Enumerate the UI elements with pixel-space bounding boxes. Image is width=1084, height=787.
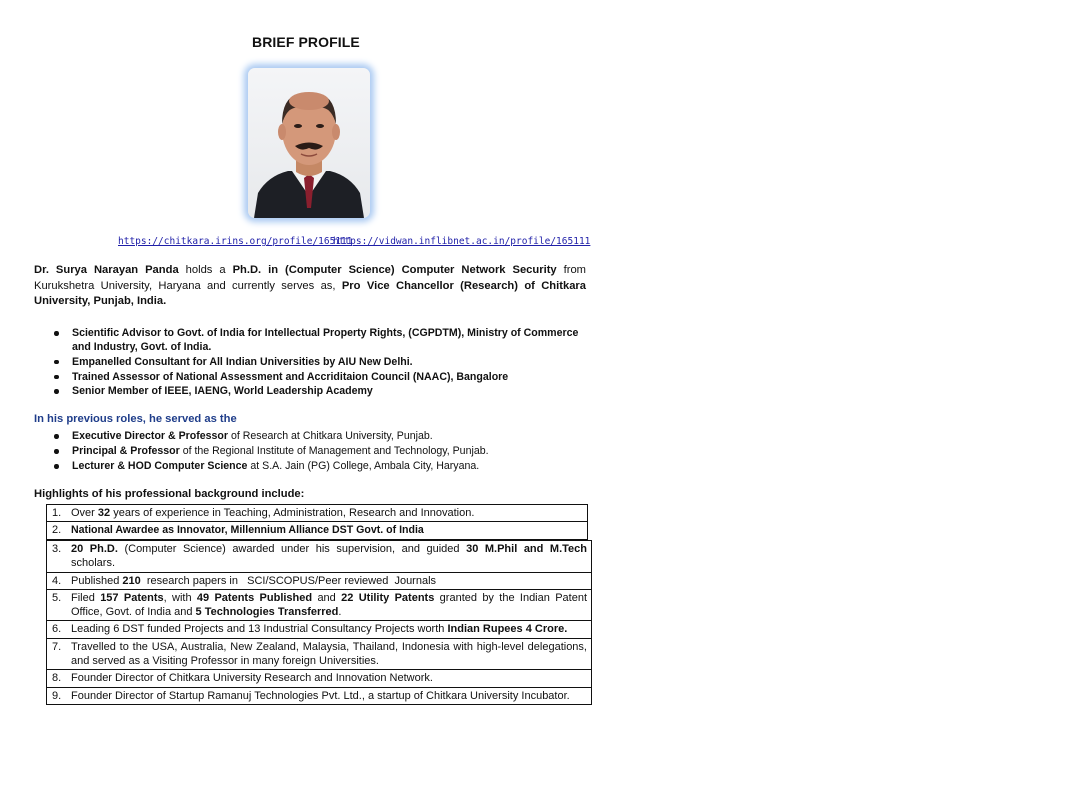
position-text: Pro Vice Chancellor (Research) of Chitkara University, Punjab, India. <box>34 279 586 308</box>
row-text <box>66 505 588 522</box>
table-row <box>47 505 588 522</box>
table-row <box>47 541 592 573</box>
role-detail: of the Regional Institute of Management and Technology, Punjab. <box>179 445 489 457</box>
role-title: Lecturer & HOD Computer Science <box>72 460 248 472</box>
table-row <box>47 687 592 704</box>
text-segment: . <box>338 606 342 619</box>
intro-paragraph <box>34 263 586 310</box>
roles-list <box>52 326 586 399</box>
row-number: 5. <box>47 589 67 621</box>
profile-photo <box>248 68 370 218</box>
list-item: Senior Member of IEEE, IAENG, World Leadership Academy <box>52 384 586 398</box>
list-item: Empanelled Consultant for All Indian Universities by AIU New Delhi. <box>52 355 586 369</box>
role-detail: at S.A. Jain (PG) College, Ambala City, Haryana. <box>247 460 480 472</box>
role-title: Executive Director & Professor <box>72 430 229 442</box>
vidwan-profile-link[interactable]: https://vidwan.inflibnet.ac.in/profile/165111 <box>333 236 591 247</box>
row-text: Founder Director of Chitkara University Research and Innovation Network. <box>66 670 592 687</box>
text-segment: and <box>312 591 342 604</box>
name-text: Dr. Surya Narayan Panda <box>34 264 179 276</box>
text-segment: granted by the Indian Patent Office, Govt. of India and <box>71 591 587 619</box>
row-number: 9. <box>47 687 67 704</box>
text-segment: 5 Technologies Transferred <box>195 606 339 619</box>
text-segment: Filed <box>71 591 101 604</box>
text-segment: National Awardee as Innovator, Millennium Alliance DST Govt. of India <box>71 524 424 537</box>
page-title: BRIEF PROFILE <box>252 34 360 50</box>
highlights-table-bottom <box>46 540 592 705</box>
role-detail: of Research at Chitkara University, Punjab. <box>228 430 433 442</box>
text-segment: 49 Patents Published <box>196 591 313 604</box>
table-row <box>47 670 592 687</box>
text-segment: 157 Patents <box>100 591 164 604</box>
degree-text: Ph.D. in (Computer Science) Computer Network Security <box>232 264 557 276</box>
text-segment: Over <box>71 507 98 519</box>
row-text <box>66 621 592 638</box>
row-number: 1. <box>47 505 67 522</box>
row-number: 2. <box>47 522 67 539</box>
text-segment: scholars. <box>71 557 116 570</box>
text-segment: 20 Ph.D. <box>71 543 118 555</box>
table-row <box>47 638 592 670</box>
row-number: 7. <box>47 638 67 670</box>
text-segment: Published <box>71 574 123 587</box>
list-item: Scientific Advisor to Govt. of India for Intellectual Property Rights, (CGPDTM), Ministry of Commerce and Industry, Govt. of India. <box>52 326 586 354</box>
text-segment: Leading 6 DST funded Projects and 13 Industrial Consultancy Projects worth <box>71 623 448 636</box>
previous-roles-list <box>52 429 586 474</box>
row-number: 3. <box>47 541 67 573</box>
text-segment: , with <box>163 591 197 604</box>
list-item <box>52 444 586 458</box>
row-number: 4. <box>47 572 67 589</box>
text-segment: years of experience in Teaching, Administration, Research and Innovation. <box>110 507 475 519</box>
list-item: Trained Assessor of National Assessment and Accriditaion Council (NAAC), Bangalore <box>52 370 586 384</box>
highlights-table-top <box>46 504 588 540</box>
row-number: 6. <box>47 621 67 638</box>
role-title: Principal & Professor <box>72 445 180 457</box>
intro-text-2: from Kurukshetra University, Haryana and currently serves as, <box>34 264 587 292</box>
table-row <box>47 572 592 589</box>
irins-profile-link[interactable]: https://chitkara.irins.org/profile/165111 <box>118 236 353 247</box>
text-segment: 210 <box>122 574 141 587</box>
list-item <box>52 459 586 473</box>
list-item <box>52 429 586 443</box>
text-segment: Indian Rupees 4 Crore. <box>447 623 568 636</box>
intro-text-1: holds a <box>178 264 233 276</box>
row-number: 8. <box>47 670 67 687</box>
text-segment: 32 <box>97 507 111 519</box>
text-segment: 22 Utility Patents <box>341 591 435 604</box>
text-segment: research papers in SCI/SCOPUS/Peer reviewed Journals <box>140 574 437 587</box>
text-segment: 30 M.Phil and M.Tech <box>466 543 588 555</box>
row-text: Travelled to the USA, Australia, New Zealand, Malaysia, Thailand, Indonesia with high-level delegations, and served as a Visiting Professor in many foreign Universities. <box>66 638 592 670</box>
row-text <box>66 541 592 573</box>
table-row <box>47 589 592 621</box>
row-text <box>66 572 592 589</box>
table-row <box>47 522 588 539</box>
highlights-heading: Highlights of his professional background include: <box>34 488 305 500</box>
row-text <box>66 589 592 621</box>
previous-roles-heading: In his previous roles, he served as the <box>34 413 237 425</box>
text-segment: (Computer Science) awarded under his supervision, and guided <box>117 543 467 555</box>
row-text: Founder Director of Startup Ramanuj Technologies Pvt. Ltd., a startup of Chitkara University Incubator. <box>66 687 592 704</box>
row-text <box>66 522 588 539</box>
table-row <box>47 621 592 638</box>
